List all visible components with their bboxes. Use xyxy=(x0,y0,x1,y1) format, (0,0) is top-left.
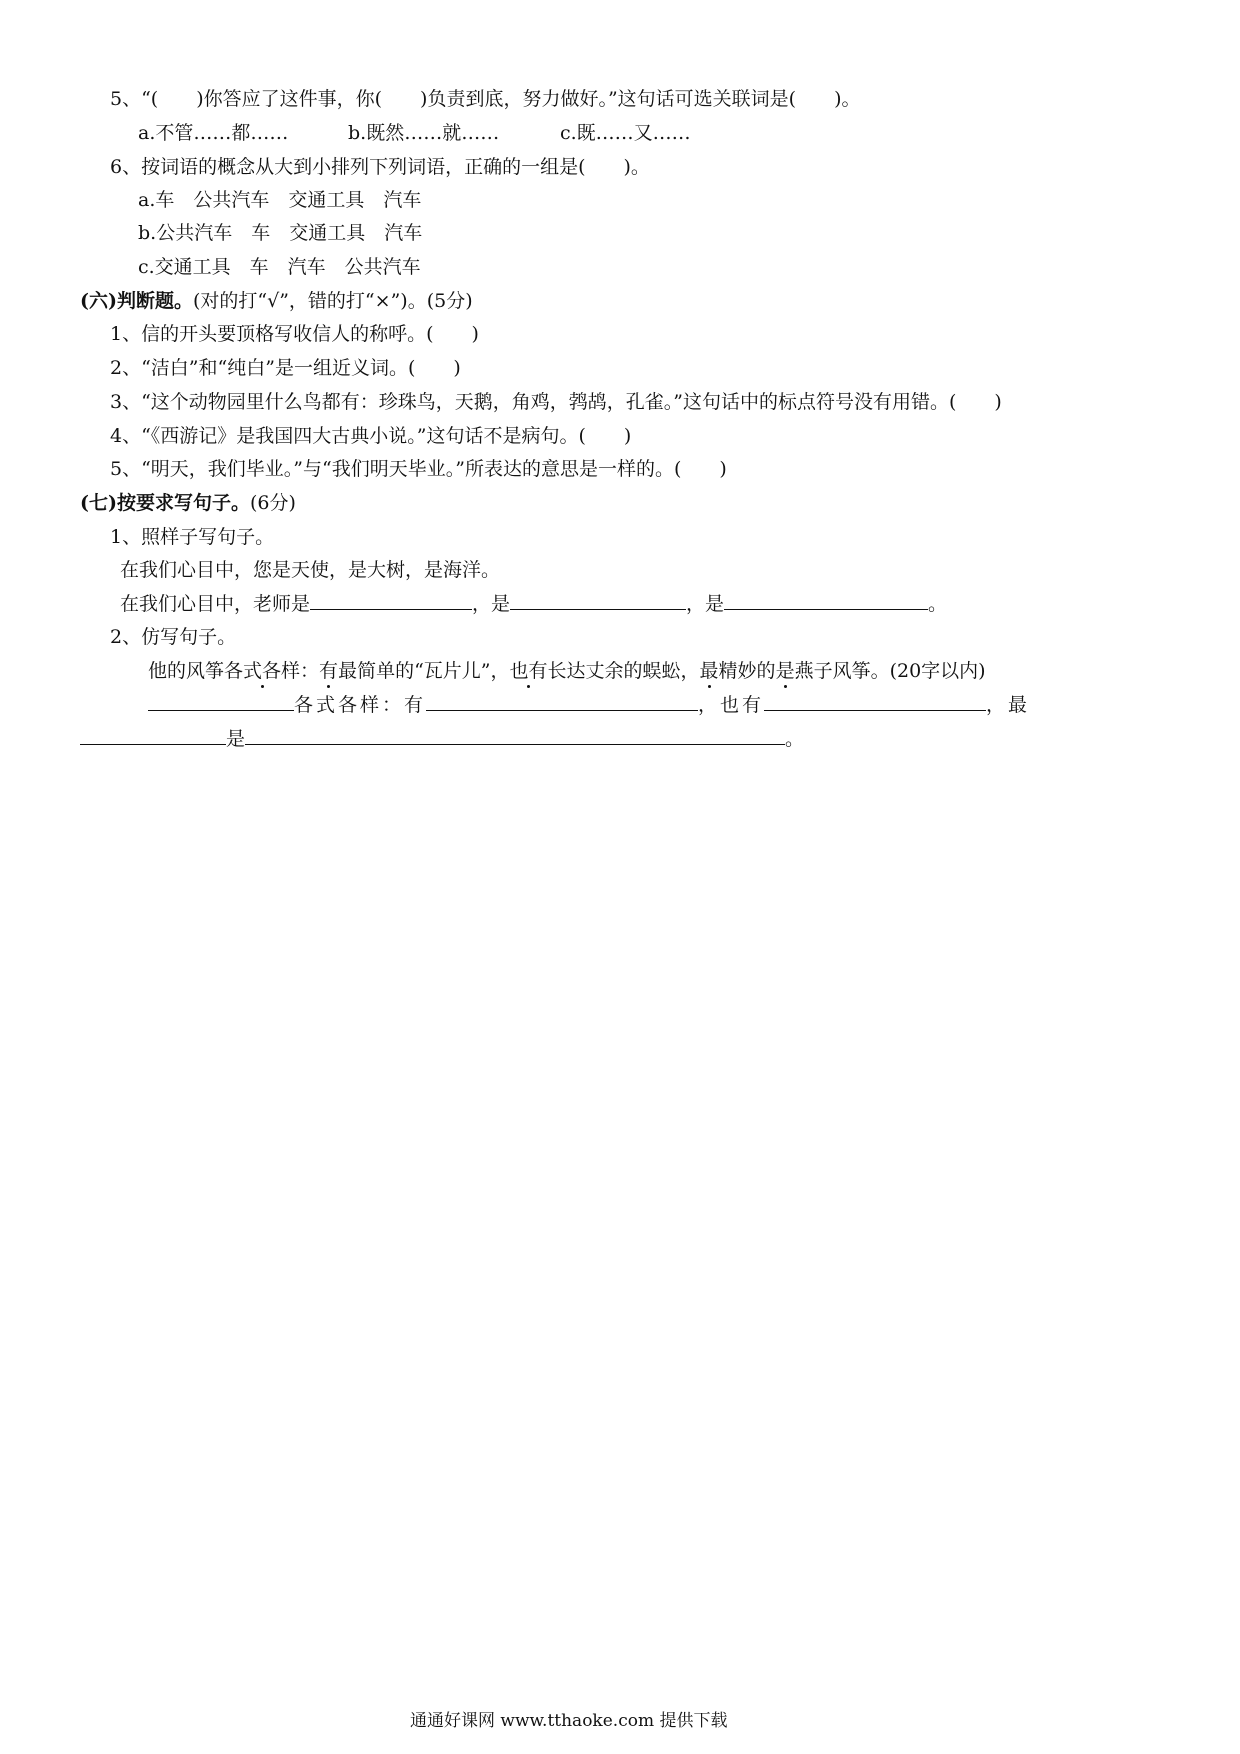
line1-end: ，最 xyxy=(986,694,1031,716)
judge-item-1: 1、信的开头要顶格写收信人的称呼。( ) xyxy=(110,323,479,345)
option-c: c.既……又…… xyxy=(560,122,691,144)
line2-mid: 是 xyxy=(226,728,246,750)
judge-item-2: 2、“洁白”和“纯白”是一组近义词。( ) xyxy=(110,357,461,379)
example-part-11: 燕子风筝。(20字以内) xyxy=(794,660,986,682)
section-7-q2-line-1 xyxy=(148,692,1030,718)
question-6-option-b: b.公共汽车 车 交通工具 汽车 xyxy=(138,222,423,244)
example-part-7: 长达丈余的蜈蚣， xyxy=(547,660,700,682)
emphasis-dotted-4: 最 xyxy=(699,660,719,682)
answer-blank-5[interactable] xyxy=(426,692,698,711)
example-part-3: ： xyxy=(300,660,320,682)
answer-blank-7[interactable] xyxy=(80,726,226,745)
section-7-q2-line-2 xyxy=(80,726,804,752)
answer-blank-2[interactable] xyxy=(510,591,686,610)
section-7-score: (6分) xyxy=(249,492,296,514)
example-part-5: 最简单的“瓦片儿”， xyxy=(338,660,510,682)
judge-item-4: 4、“《西游记》是我国四大古典小说。”这句话不是病句。( ) xyxy=(110,425,632,447)
prompt-sep-1: ，是 xyxy=(472,593,511,615)
emphasis-dotted-5: 是 xyxy=(775,660,795,682)
section-6-header xyxy=(80,288,473,314)
judge-item-3: 3、“这个动物园里什么鸟都有：珍珠鸟，天鹅，角鸡，鹁鸪，孔雀。”这句话中的标点符号没有用错。( ) xyxy=(110,391,1002,413)
question-6-option-a: a.车 公共汽车 交通工具 汽车 xyxy=(138,189,422,211)
section-7-q1-prompt xyxy=(120,591,947,617)
question-5-options xyxy=(138,120,691,146)
section-7-heading: (七)按要求写句子。 xyxy=(80,492,250,514)
example-part-1: 他的风筝 xyxy=(148,660,225,682)
prompt-sep-2: ，是 xyxy=(686,593,725,615)
section-7-q1-example: 在我们心目中，您是天使，是大树，是海洋。 xyxy=(120,559,501,581)
prompt-start: 在我们心目中，老师是 xyxy=(120,593,311,615)
page-footer: 通通好课网 www.tthaoke.com 提供下载 xyxy=(410,1711,728,1731)
question-6-option-c: c.交通工具 车 汽车 公共汽车 xyxy=(138,256,421,278)
answer-blank-8[interactable] xyxy=(245,726,785,745)
judge-item-5: 5、“明天，我们毕业。”与“我们明天毕业。”所表达的意思是一样的。( ) xyxy=(110,458,727,480)
example-part-9: 精妙的 xyxy=(718,660,776,682)
option-a: a.不管……都…… xyxy=(138,122,289,144)
emphasis-dotted-3: 也有 xyxy=(509,660,548,682)
section-6-heading: (六)判断题。 xyxy=(80,290,193,312)
section-7-q2-example xyxy=(148,658,986,684)
answer-blank-4[interactable] xyxy=(148,692,294,711)
answer-blank-1[interactable] xyxy=(310,591,472,610)
option-b: b.既然……就…… xyxy=(348,122,500,144)
line1-mid: 各式各样：有 xyxy=(294,694,427,716)
emphasis-dotted-1: 各式各样 xyxy=(224,660,301,682)
section-7-q2-title: 2、仿写句子。 xyxy=(110,626,237,648)
question-6-text: 6、按词语的概念从大到小排列下列词语，正确的一组是( )。 xyxy=(110,156,650,178)
section-6-instruction: (对的打“√”，错的打“×”)。(5分) xyxy=(192,290,473,312)
line1-sep: ，也有 xyxy=(698,694,765,716)
prompt-end: 。 xyxy=(928,593,948,615)
line2-end: 。 xyxy=(785,728,805,750)
answer-blank-6[interactable] xyxy=(764,692,986,711)
answer-blank-3[interactable] xyxy=(724,591,928,610)
section-7-header xyxy=(80,490,296,516)
emphasis-dotted-2: 有 xyxy=(319,660,339,682)
section-7-q1-title: 1、照样子写句子。 xyxy=(110,526,275,548)
question-5-text: 5、“( )你答应了这件事，你( )负责到底，努力做好。”这句话可选关联词是( )。 xyxy=(110,88,861,110)
